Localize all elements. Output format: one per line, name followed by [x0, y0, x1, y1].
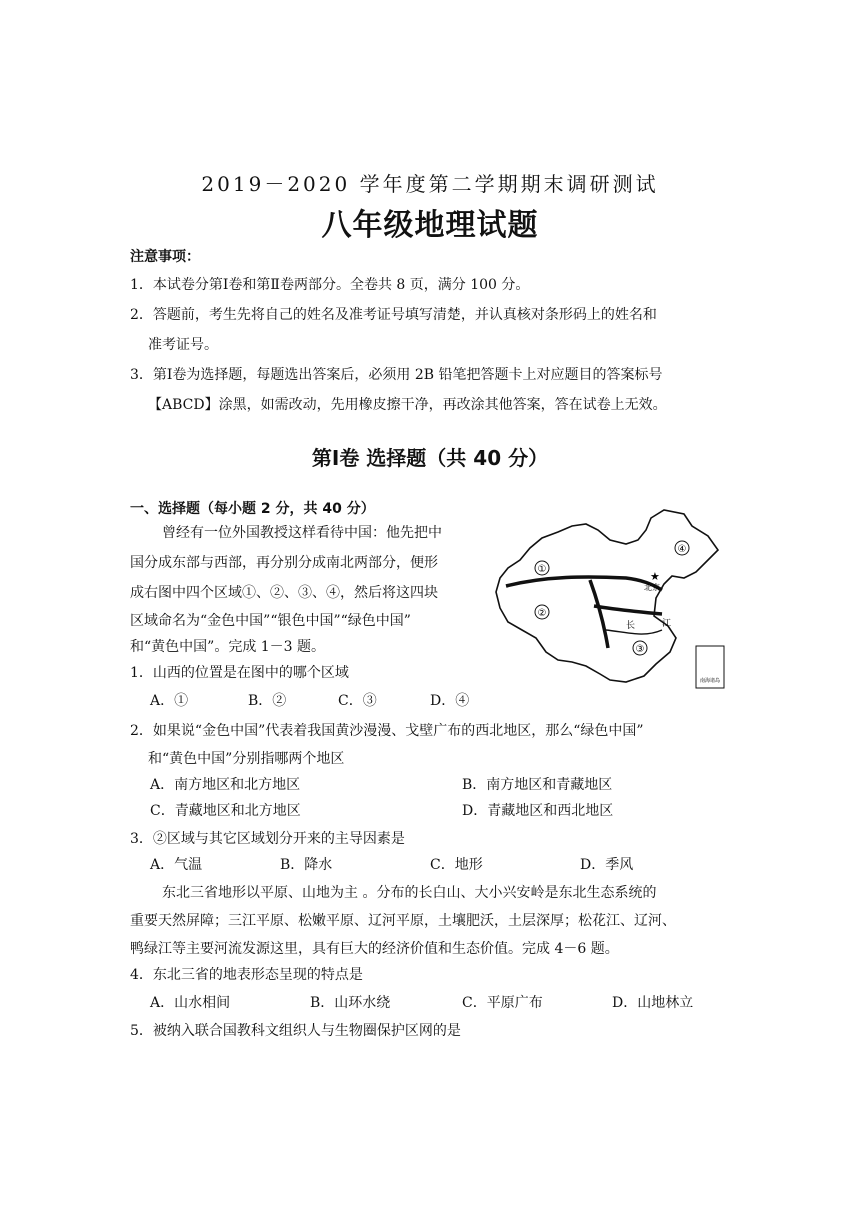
- q2-stem: 2．如果说“金色中国”代表着我国黄沙漫漫、戈壁广布的西北地区，那么“绿色中国”: [130, 723, 644, 739]
- notice-item-3-cont: 【ABCD】涂黑，如需改动，先用橡皮擦干净，再改涂其他答案，答在试卷上无效。: [148, 397, 667, 413]
- region-1-label: ①: [537, 564, 547, 575]
- region-4-label: ④: [677, 544, 687, 555]
- passage2-line-2: 重要天然屏障；三江平原、松嫩平原、辽河平原，土壤肥沃，土层深厚；松花江、辽河、: [130, 913, 676, 929]
- q2-stem-cont: 和“黄色中国”分别指哪两个地区: [148, 751, 345, 767]
- china-region-map: [486, 506, 732, 696]
- notice-item-1: 1．本试卷分第Ⅰ卷和第Ⅱ卷两部分。全卷共 8 页，满分 100 分。: [130, 277, 530, 293]
- notice-item-3: 3．第Ⅰ卷为选择题，每题选出答案后，必须用 2B 铅笔把答题卡上对应题目的答案标号: [130, 367, 663, 383]
- intro-line-2: 国分成东部与西部，再分别分成南北两部分，便形: [130, 555, 438, 571]
- q4-option-b: B．山环水绕: [310, 995, 391, 1011]
- region-boundary-west: [590, 580, 608, 648]
- south-sea-inset-label: 南海诸岛: [699, 678, 721, 684]
- intro-line-5: 和“黄色中国”。完成 1－3 题。: [130, 639, 326, 655]
- notice-item-2: 2．答题前，考生先将自己的姓名及准考证号填写清楚，并认真核对条形码上的姓名和: [130, 307, 657, 323]
- q1-option-a: A．①: [150, 693, 189, 709]
- china-outline: [496, 510, 721, 684]
- q4-option-c: C．平原广布: [462, 995, 543, 1011]
- q1-option-d: D．④: [430, 693, 470, 709]
- q3-option-c: C．地形: [430, 857, 483, 873]
- q1-option-c: C．③: [338, 693, 377, 709]
- beijing-label: 北京: [644, 583, 660, 592]
- region-2-label: ②: [537, 608, 547, 619]
- q5-stem: 5．被纳入联合国教科文组织人与生物圈保护区网的是: [130, 1023, 461, 1039]
- q4-option-d: D．山地林立: [612, 995, 694, 1011]
- beijing-star-icon: ★: [650, 570, 660, 583]
- part1-heading: 一、选择题（每小题 2 分，共 40 分）: [130, 501, 375, 517]
- passage2-line-1: 东北三省地形以平原、山地为主 。分布的长白山、大小兴安岭是东北生态系统的: [162, 885, 657, 901]
- exam-title-line1: 2019－2020 学年度第二学期期末调研测试: [201, 172, 659, 196]
- passage2-line-3: 鸭绿江等主要河流发源这里，具有巨大的经济价值和生态价值。完成 4－6 题。: [130, 941, 619, 957]
- q2-option-c: C．青藏地区和北方地区: [150, 803, 301, 819]
- intro-line-3: 成右图中四个区域①、②、③、④，然后将这四块: [130, 585, 438, 601]
- river-label-1: 长: [626, 621, 636, 631]
- q2-option-d: D．青藏地区和西北地区: [462, 803, 614, 819]
- region-3-label: ③: [635, 644, 645, 655]
- notice-label: 注意事项：: [130, 249, 200, 265]
- q3-option-b: B．降水: [280, 857, 333, 873]
- exam-title-main: 八年级地理试题: [321, 208, 539, 243]
- q4-option-a: A．山水相间: [150, 995, 231, 1011]
- region-boundary-north: [506, 577, 662, 590]
- q1-stem: 1．山西的位置是在图中的哪个区域: [130, 665, 349, 681]
- q2-option-a: A．南方地区和北方地区: [150, 777, 301, 793]
- q3-option-d: D．季风: [580, 857, 634, 873]
- intro-line-1: 曾经有一位外国教授这样看待中国：他先把中: [162, 525, 442, 541]
- q4-stem: 4．东北三省的地表形态呈现的特点是: [130, 967, 363, 983]
- section-title: 第Ⅰ卷 选择题（共 40 分）: [311, 446, 549, 470]
- river-label-2: 江: [662, 619, 672, 629]
- q3-option-a: A．气温: [150, 857, 203, 873]
- intro-line-4: 区域命名为“金色中国”“银色中国”“绿色中国”: [130, 613, 411, 629]
- region-boundary-south: [594, 606, 662, 614]
- q1-option-b: B．②: [248, 693, 287, 709]
- q3-stem: 3．②区域与其它区域划分开来的主导因素是: [130, 831, 405, 847]
- q2-option-b: B．南方地区和青藏地区: [462, 777, 613, 793]
- notice-item-2-cont: 准考证号。: [148, 337, 218, 353]
